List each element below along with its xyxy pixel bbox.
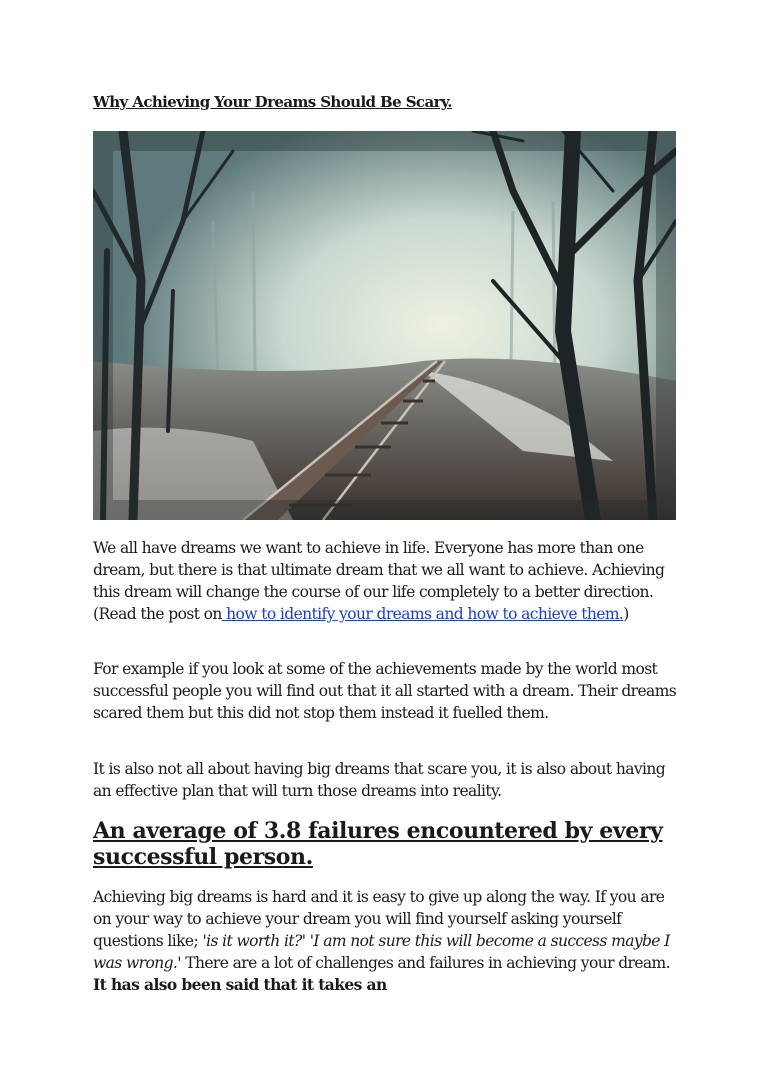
example-paragraph: For example if you look at some of the achievements made by the world most successful people you will find out that it all started with a dream. Their dreams scared them but this did not stop them instead it fuelled them.	[93, 660, 677, 722]
challenges-paragraph	[93, 886, 683, 996]
challenges-text: Achieving big dreams is hard and it is easy to give up along the way. If you are on your way to achieve your dream you will find yourself asking yourself questions like;	[93, 888, 665, 950]
intro-tail: )	[623, 605, 629, 623]
challenges-bold: It has also been said that it takes an	[93, 975, 387, 994]
article-title: Why Achieving Your Dreams Should Be Scary.	[93, 93, 452, 111]
intro-text: We all have dreams we want to achieve in life. Everyone has more than one dream, but there is that ultimate dream that we all want to achieve. Achieving this dream will change the course of our life completely to a better direction. (Read the post on	[93, 539, 665, 623]
challenges-mid: There are a lot of challenges and failures in achieving your dream.	[180, 954, 670, 972]
plan-paragraph: It is also not all about having big dreams that scare you, it is also about having an effective plan that will turn those dreams into reality.	[93, 760, 666, 800]
quote-worth-it: 'is it worth it?'	[202, 932, 306, 950]
foggy-railway-photo	[93, 131, 676, 520]
failures-heading: An average of 3.8 failures encountered by every successful person.	[93, 818, 663, 870]
quote-not-sure: 'I am not sure this will become a success maybe I was wrong.'	[93, 932, 670, 972]
identify-dreams-link[interactable]: how to identify your dreams and how to achieve them.	[221, 605, 624, 623]
intro-paragraph	[93, 537, 683, 625]
